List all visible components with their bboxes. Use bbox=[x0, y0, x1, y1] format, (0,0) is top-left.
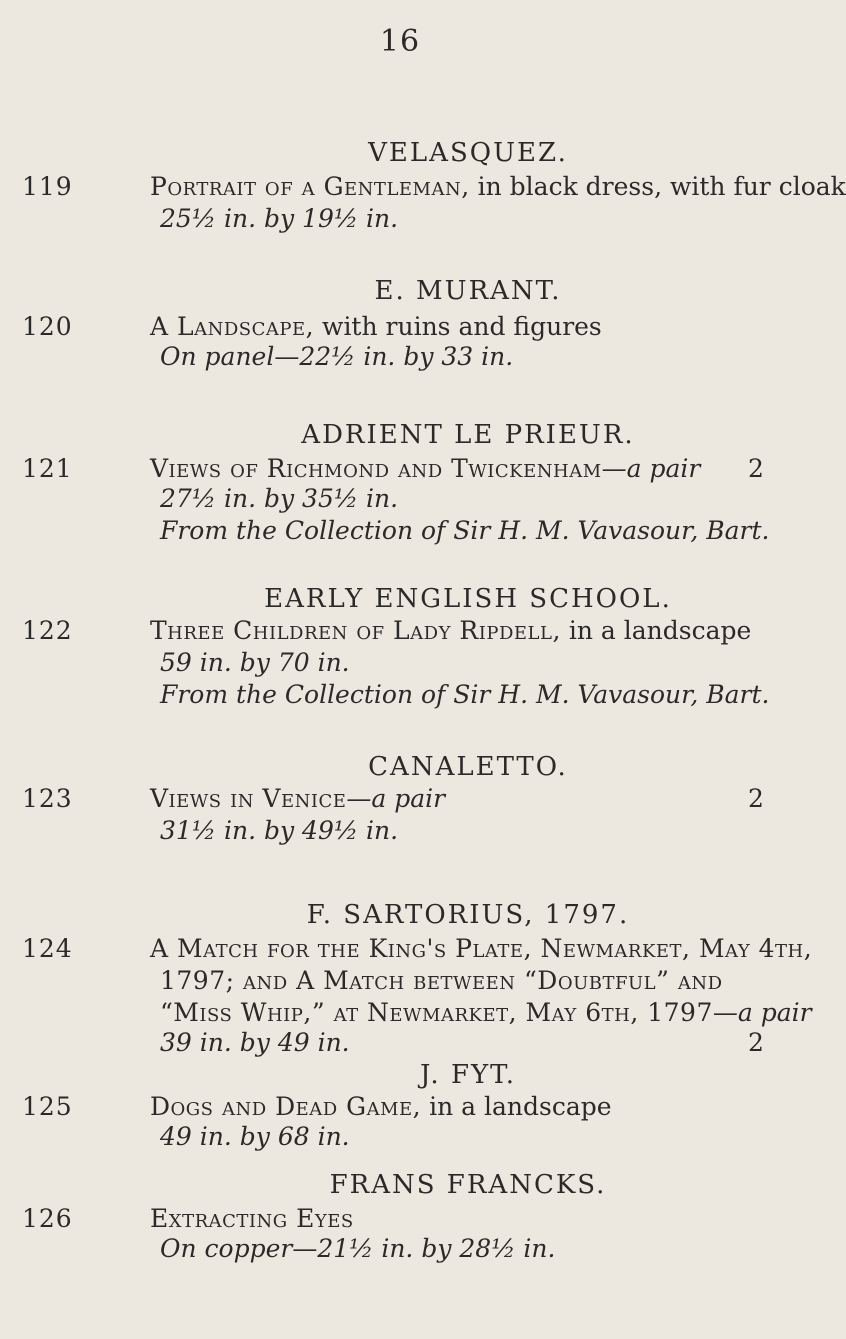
lot-provenance: From the Collection of Sir H. M. Vavasour, Bart. bbox=[160, 516, 770, 545]
lot-dimensions: On copper—21½ in. by 28½ in. bbox=[160, 1234, 556, 1263]
lot-number: 120 bbox=[22, 312, 73, 341]
lot-dimensions: 27½ in. by 35½ in. bbox=[160, 484, 399, 513]
lot-dimensions: 31½ in. by 49½ in. bbox=[160, 816, 399, 845]
lot-description: A Match for the King's Plate, Newmarket, May 4th, bbox=[150, 934, 813, 963]
lot-number: 123 bbox=[22, 784, 73, 813]
lot-title: Extracting Eyes bbox=[150, 1204, 354, 1233]
lot-description bbox=[150, 1204, 354, 1234]
artist-heading: CANALETTO. bbox=[368, 752, 568, 782]
lot-number: 125 bbox=[22, 1092, 73, 1121]
artist-heading: E. MURANT. bbox=[374, 276, 562, 306]
lot-dimensions: 39 in. by 49 in. bbox=[160, 1028, 350, 1057]
artist-heading: VELASQUEZ. bbox=[368, 138, 568, 168]
page-number: 16 bbox=[379, 24, 421, 59]
lot-dimensions: On panel—22½ in. by 33 in. bbox=[160, 342, 514, 371]
lot-description-cont: “Miss Whip,” at Newmarket, May 6th, 1797—a pair bbox=[160, 998, 812, 1027]
lot-description: A Landscape, with ruins and figures bbox=[150, 312, 602, 341]
lot-provenance: From the Collection of Sir H. M. Vavasour, Bart. bbox=[160, 680, 770, 709]
lot-dimensions: 49 in. by 68 in. bbox=[160, 1122, 350, 1151]
artist-heading: F. SARTORIUS, 1797. bbox=[306, 900, 630, 930]
lot-quantity: 2 bbox=[748, 1028, 764, 1057]
artist-heading: ADRIENT LE PRIEUR. bbox=[301, 420, 635, 450]
lot-description: Views in Venice—a pair bbox=[150, 784, 446, 813]
lot-number: 126 bbox=[22, 1204, 73, 1233]
lot-number: 124 bbox=[22, 934, 73, 963]
lot-quantity: 2 bbox=[748, 784, 764, 813]
lot-description: Three Children of Lady Ripdell, in a landscape bbox=[150, 616, 752, 645]
artist-heading: J. FYT. bbox=[420, 1060, 516, 1090]
lot-number: 122 bbox=[22, 616, 73, 645]
lot-dimensions: 59 in. by 70 in. bbox=[160, 648, 350, 677]
lot-description: Views of Richmond and Twickenham—a pair bbox=[150, 454, 701, 483]
lot-quantity: 2 bbox=[748, 454, 764, 483]
lot-number: 119 bbox=[22, 172, 73, 201]
lot-dimensions: 25½ in. by 19½ in. bbox=[160, 204, 399, 233]
lot-description-cont: 1797; and A Match between “Doubtful” and bbox=[160, 966, 723, 995]
lot-description: Portrait of a Gentleman, in black dress, with fur cloak bbox=[150, 172, 846, 201]
lot-description: Dogs and Dead Game, in a landscape bbox=[150, 1092, 612, 1121]
artist-heading: EARLY ENGLISH SCHOOL. bbox=[264, 584, 672, 614]
lot-number: 121 bbox=[22, 454, 73, 483]
artist-heading: FRANS FRANCKS. bbox=[329, 1170, 607, 1200]
